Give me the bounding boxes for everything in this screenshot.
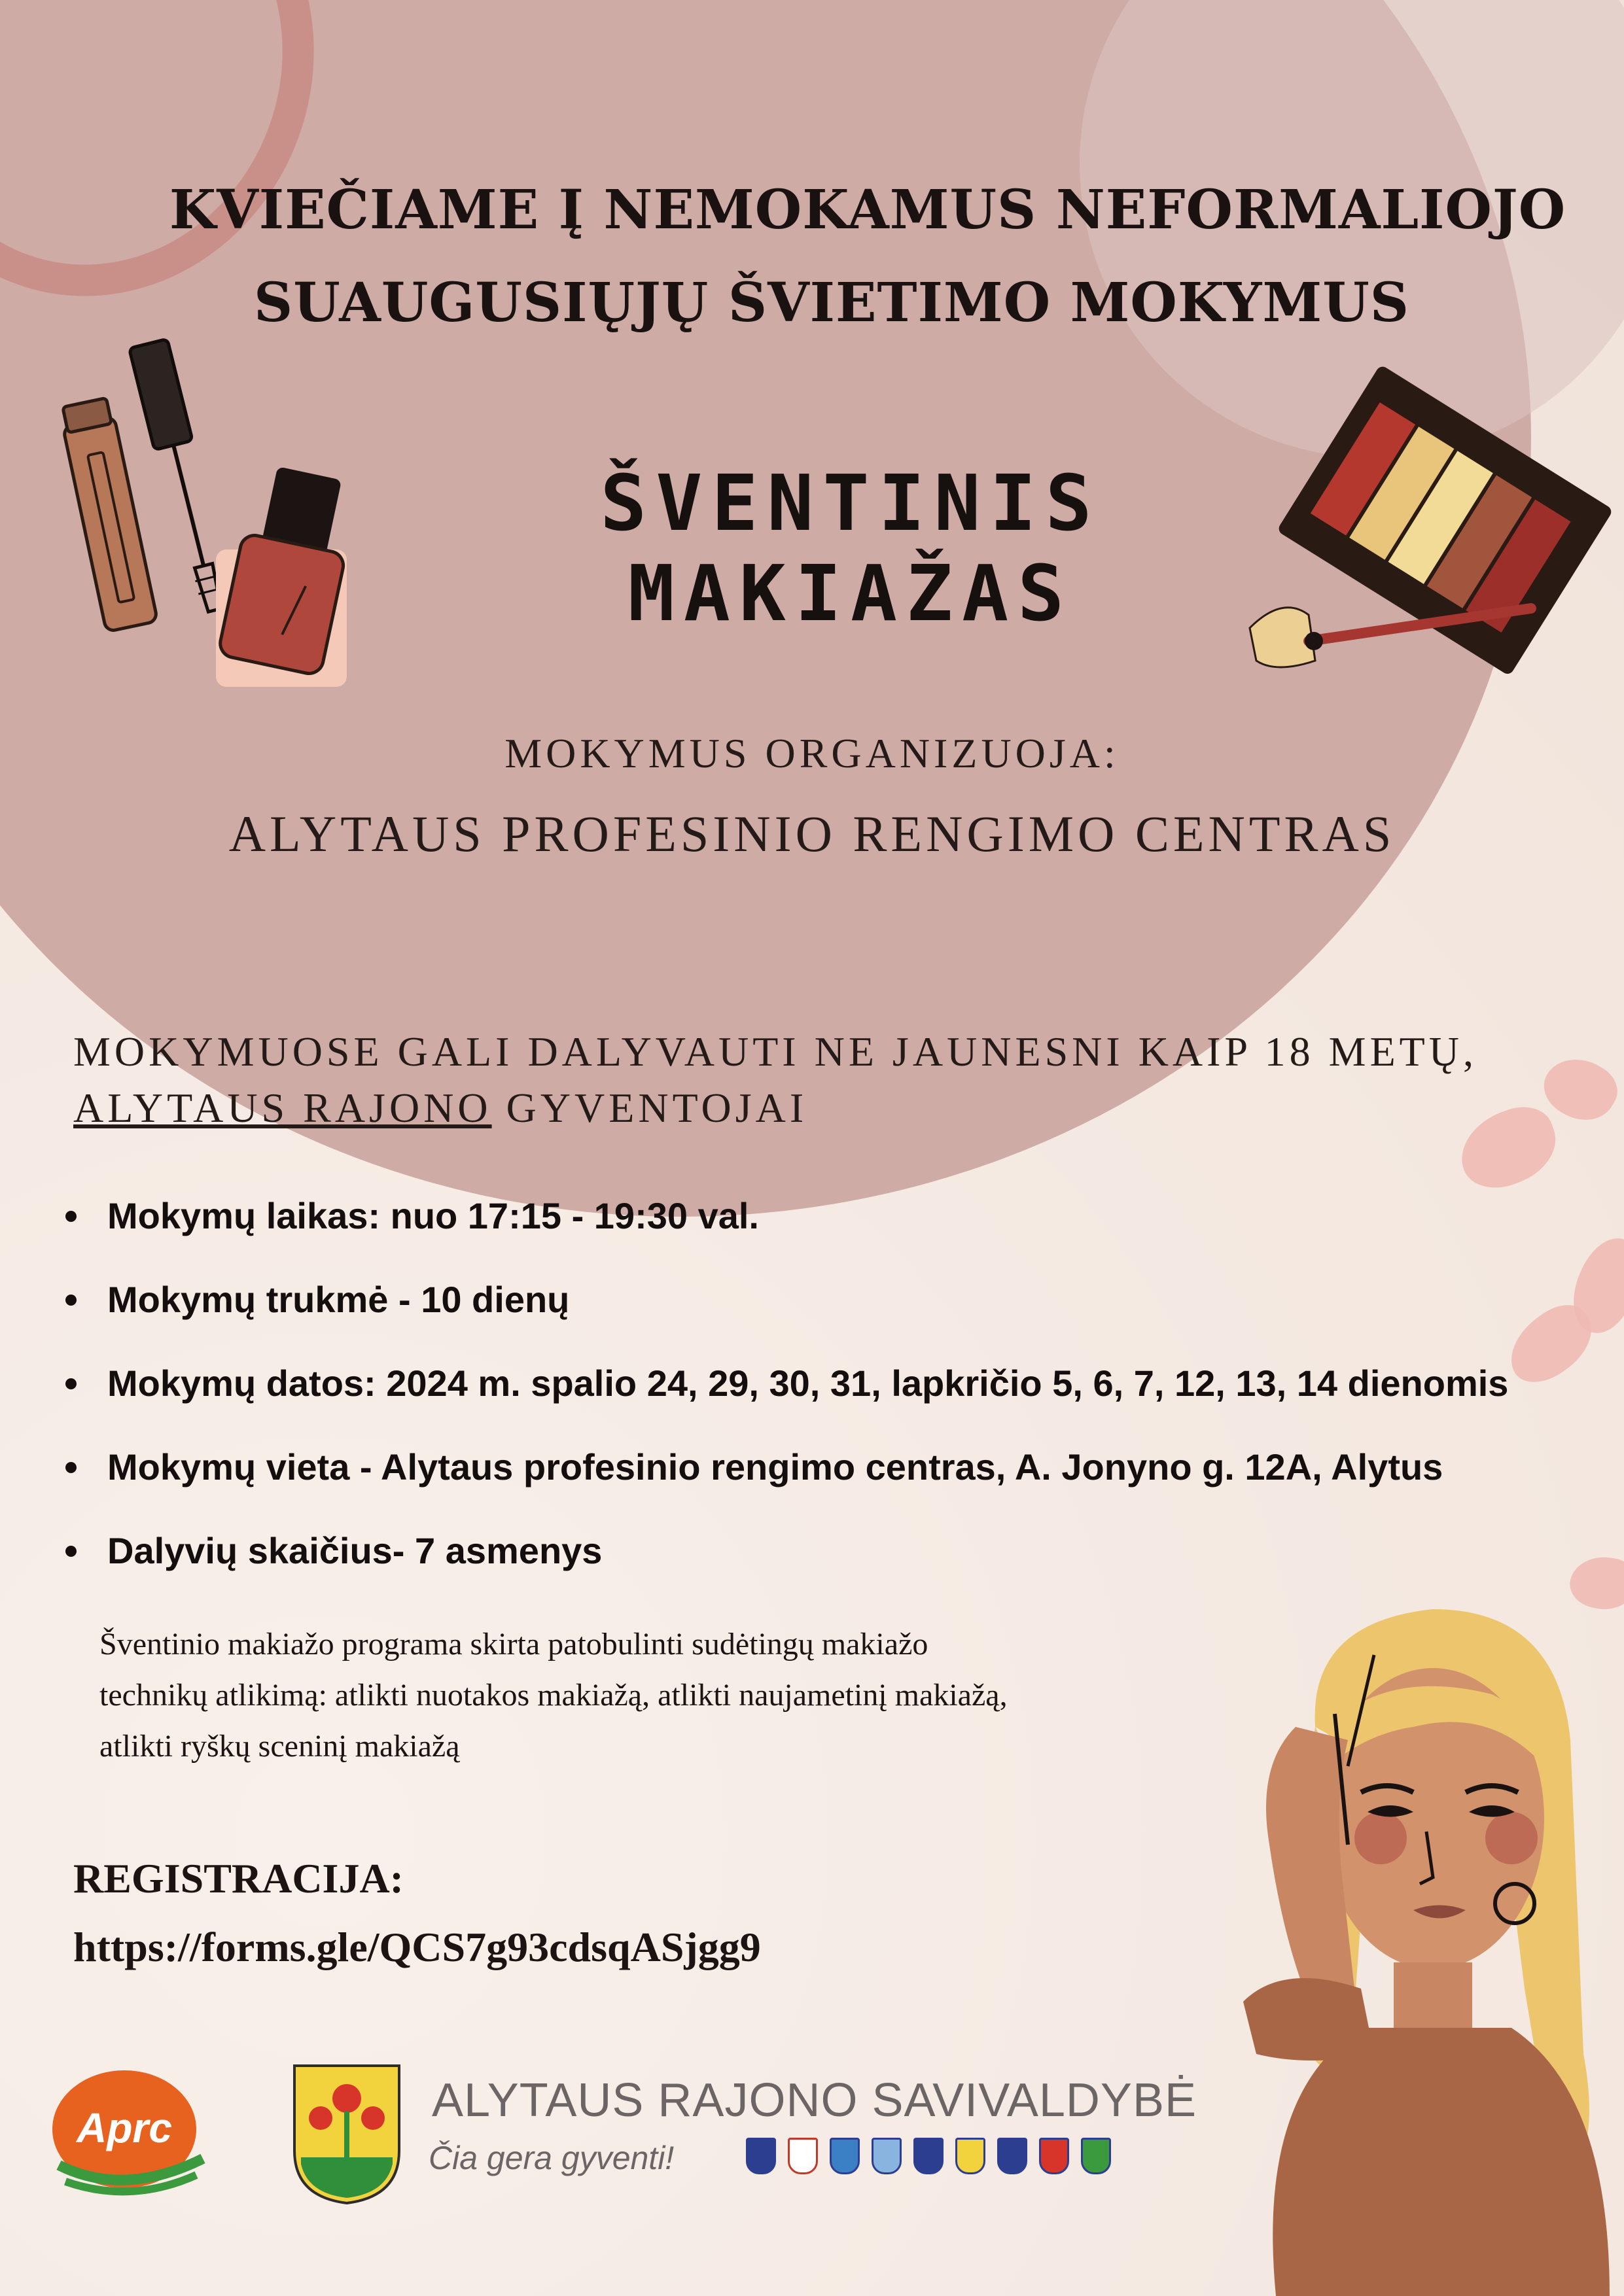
nail-polish-icon [203, 458, 366, 693]
crest-icon [1081, 2138, 1111, 2174]
title-line-1: KVIEČIAME Į NEMOKAMUS NEFORMALIOJO [169, 179, 1566, 241]
crest-icon [997, 2138, 1027, 2174]
municipality-coat-of-arms [288, 2059, 406, 2206]
eligibility-line-2 [73, 1080, 1578, 1136]
program-line-3: atlikti ryškų sceninį makiažą [99, 1729, 460, 1764]
aprc-logo [46, 2067, 216, 2198]
organizer-name: ALYTAUS PROFESINIO RENGIMO CENTRAS [228, 805, 1396, 862]
crest-row [746, 2138, 1111, 2174]
detail-location: Mokymų vieta - Alytaus profesinio rengimo centras, A. Jonyno g. 12A, Alytus [65, 1425, 1623, 1509]
crest-icon [830, 2138, 860, 2174]
aprc-logo-text: Aprc [77, 2104, 172, 2151]
municipality-slogan: Čia gera gyventi! [429, 2140, 675, 2176]
registration-link[interactable]: https://forms.gle/QCS7g93cdsqASjgg9 [73, 1924, 761, 1970]
title-line-2: SUAUGUSIŲJŲ ŠVIETIMO MOKYMUS [254, 271, 1409, 334]
program-line-1: Šventinio makiažo programa skirta patobulinti sudėtingų makiažo [99, 1627, 928, 1661]
detail-participants: Dalyvių skaičius- 7 asmenys [65, 1509, 1623, 1588]
crest-icon [746, 2138, 776, 2174]
program-line-2: technikų atlikimą: atlikti nuotakos makiažą, atlikti naujametinį makiažą, [99, 1678, 1008, 1713]
organizer-label: MOKYMUS ORGANIZUOJA: [504, 730, 1120, 776]
crest-icon [788, 2138, 818, 2174]
crest-icon [955, 2138, 985, 2174]
crest-icon [913, 2138, 944, 2174]
detail-dates: Mokymų datos: 2024 m. spalio 24, 29, 30, 31, lapkričio 5, 6, 7, 12, 13, 14 dienomis [65, 1342, 1623, 1425]
registration-label: REGISTRACIJA: [73, 1855, 404, 1902]
municipality-name: ALYTAUS RAJONO SAVIVALDYBĖ [432, 2074, 1197, 2127]
detail-time: Mokymų laikas: nuo 17:15 - 19:30 val. [65, 1174, 1623, 1258]
detail-duration: Mokymų trukmė - 10 dienų [65, 1258, 1623, 1342]
woman-makeup-illustration [1217, 1596, 1624, 2296]
eligibility-text [73, 1024, 1578, 1136]
crest-icon [872, 2138, 902, 2174]
page-title [0, 164, 1624, 349]
details-list [65, 1174, 1623, 1588]
eligibility-region: ALYTAUS RAJONO [73, 1085, 492, 1131]
eyeshadow-palette-icon [1230, 353, 1623, 720]
eligibility-residents: GYVENTOJAI [491, 1085, 808, 1131]
course-name: ŠVENTINIS MAKIAŽAS [600, 458, 1101, 638]
program-description [99, 1619, 1225, 1772]
eligibility-line-1: MOKYMUOSE GALI DALYVAUTI NE JAUNESNI KAIP 18 METŲ, [73, 1028, 1477, 1075]
crest-icon [1039, 2138, 1069, 2174]
